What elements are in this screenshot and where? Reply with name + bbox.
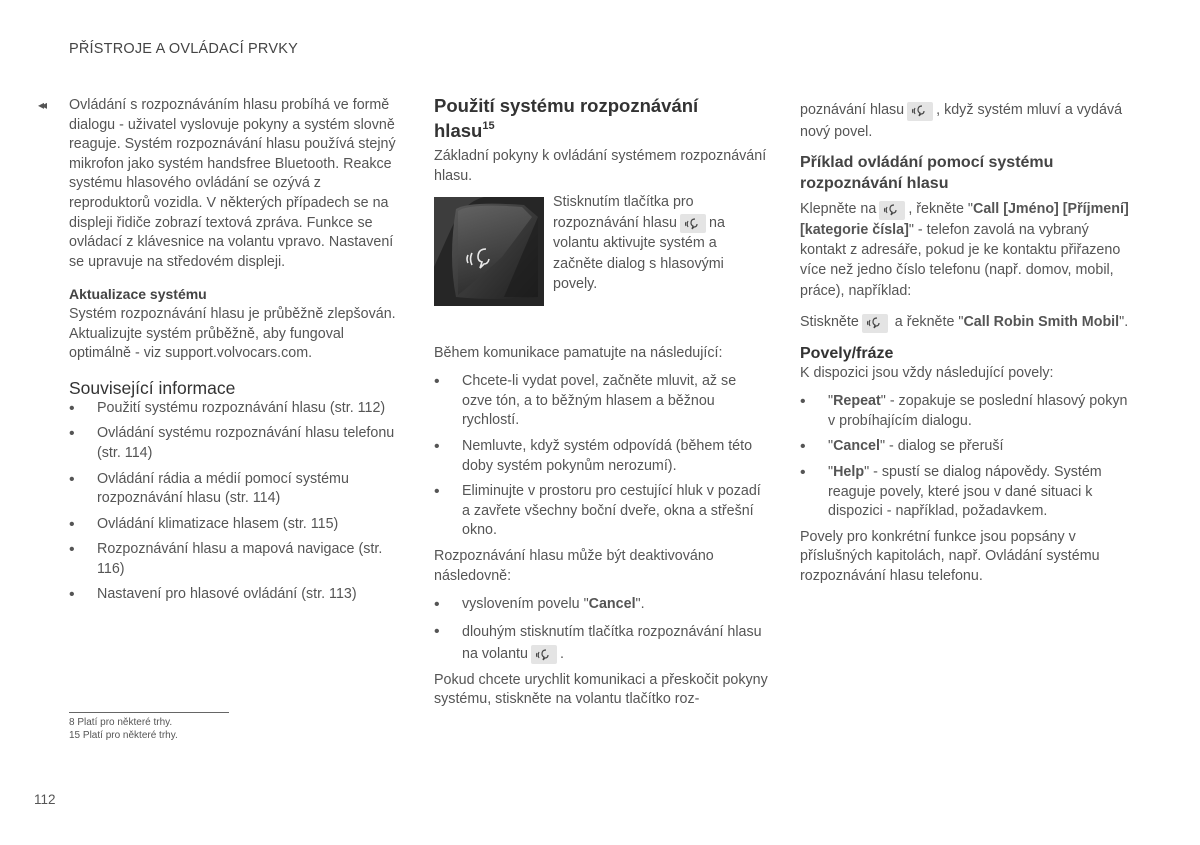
remember-text: Během komunikace pamatujte na následující: [434, 344, 723, 361]
continued-text: poznávání hlasu , když systém mluví a vydává nový povel. [800, 102, 1123, 140]
tips-list [434, 372, 769, 541]
command-cancel: Cancel [588, 596, 636, 613]
related-link[interactable]: • Ovládání klimatizace hlasem (str. 115) [69, 515, 399, 535]
deactivate-list [434, 595, 769, 665]
example-2: Stiskněte a řekněte "Call Robin Smith Mobil". [800, 312, 1135, 333]
tip-item: • Chcete-li vydat povel, začněte mluvit, až se ozve tón, a to běžným hlasem a běžnou rychlostí. [434, 372, 769, 431]
update-heading: Aktualizace systému [69, 286, 207, 303]
footnote-8: 8 Platí pro některé trhy. [69, 717, 173, 728]
continued-icon: ◂◂ [38, 98, 45, 112]
page-number: 112 [34, 792, 56, 807]
tip-item: • Nemluvte, když systém odpovídá (během této doby systém pokynům nerozumí). [434, 437, 769, 476]
footnote-15: 15 Platí pro některé trhy. [69, 729, 178, 741]
column-2 [434, 95, 769, 710]
speedup-text: Pokud chcete urychlit komunikaci a přeskočit pokyny systému, stiskněte na volantu tlačítko roz- [434, 671, 768, 708]
section-title: Použití systému rozpoznávání hlasu$^{15}$ [434, 95, 699, 141]
update-paragraph: Systém rozpoznávání hlasu je průběžně zlepšován. Aktualizujte systém průběžně, aby fungoval optimálně - viz support.volvocars.com. [69, 305, 396, 362]
related-link[interactable]: • Použití systému rozpoznávání hlasu (str. 112) [69, 399, 399, 419]
command-item: • "Help" - spustí se dialog nápovědy. Systém reaguje povely, které jsou v dané situaci k dispozici - například, požadavkem. [800, 463, 1135, 522]
command-call-name: Call [Jméno] [Příjmení] [kategorie čísla] [800, 201, 1129, 238]
related-heading: Související informace [69, 377, 236, 398]
example-1: Klepněte na , řekněte "Call [Jméno] [Příjmení] [kategorie čísla]" - telefon zavolá na vybraný kontakt z adresáře, pokud je ke kontaktu přiřazeno více než jedno číslo telefonu (např. domov, mobil, práce), například: [800, 201, 1129, 299]
command-item: • "Repeat" - zopakuje se poslední hlasový pokyn v probíhajícím dialogu. [800, 392, 1135, 431]
deactivate-item: • dlouhým stisknutím tlačítka rozpoznávání hlasu na volantu . [434, 621, 769, 665]
voice-control-icon [862, 314, 888, 333]
section-subtitle: Základní pokyny k ovládání systémem rozpoznávání hlasu. [434, 148, 767, 184]
commands-list [800, 392, 1135, 522]
related-link[interactable]: • Ovládání systému rozpoznávání hlasu telefonu (str. 114) [69, 424, 399, 463]
footnotes [69, 712, 229, 742]
footnote-ref: 15 [482, 120, 495, 132]
related-list [69, 399, 399, 605]
deactivate-text: Rozpoznávání hlasu může být deaktivováno následovně: [434, 548, 714, 584]
voice-control-icon [531, 645, 557, 664]
related-link[interactable]: • Ovládání rádia a médií pomocí systému rozpoznávání hlasu (str. 114) [69, 470, 399, 509]
commands-intro: K dispozici jsou vždy následující povely: [800, 364, 1054, 381]
closing-paragraph: Povely pro konkrétní funkce jsou popsány v příslušných kapitolách, např. Ovládání systému rozpoznávání hlasu telefonu. [800, 528, 1100, 584]
command-item: • "Cancel" - dialog se přeruší [800, 437, 1135, 457]
related-link[interactable]: • Rozpoznávání hlasu a mapová navigace (str. 116) [69, 540, 399, 579]
commands-heading: Povely/fráze [800, 344, 894, 362]
voice-control-icon [680, 214, 706, 233]
column-1 [69, 96, 399, 611]
steering-wheel-voice-button-photo [434, 197, 544, 306]
press-instruction: Stisknutím tlačítka pro rozpoznávání hlasu na volantu aktivujte systém a začněte dialog s hlasovými povely. [553, 194, 725, 293]
command-call-robin: Call Robin Smith Mobil [963, 314, 1120, 331]
voice-control-icon [879, 201, 905, 220]
column-3 [800, 99, 1135, 587]
command-cancel: Cancel [833, 438, 880, 455]
tip-item: • Eliminujte v prostoru pro cestující hluk v pozadí a zavřete všechny boční dveře, okna a střešní okno. [434, 482, 769, 541]
command-repeat: Repeat [833, 393, 881, 410]
related-link[interactable]: • Nastavení pro hlasové ovládání (str. 113) [69, 585, 399, 605]
page-header: PŘÍSTROJE A OVLÁDACÍ PRVKY [69, 41, 298, 57]
example-heading: Příklad ovládání pomocí systému rozpoznávání hlasu [800, 154, 1054, 192]
deactivate-item: • vyslovením povelu "Cancel". [434, 595, 769, 615]
voice-control-icon [907, 102, 933, 121]
intro-paragraph: Ovládání s rozpoznáváním hlasu probíhá ve formě dialogu - uživatel vyslovuje pokyny a systém slovně reaguje. Systém rozpoznávání hlasu používá stejný mikrofon jako systém handsfree Bluetooth. Reakce systému hlasového ovládání se ozývá z reproduktorů vozidla. V některých případech se na displeji řidiče zobrazí textová zpráva. Funkce se ovládací z klávesnice na volantu vpravo. Nastavení se upravuje na středovém displeji. [69, 97, 396, 270]
command-help: Help [833, 464, 865, 480]
